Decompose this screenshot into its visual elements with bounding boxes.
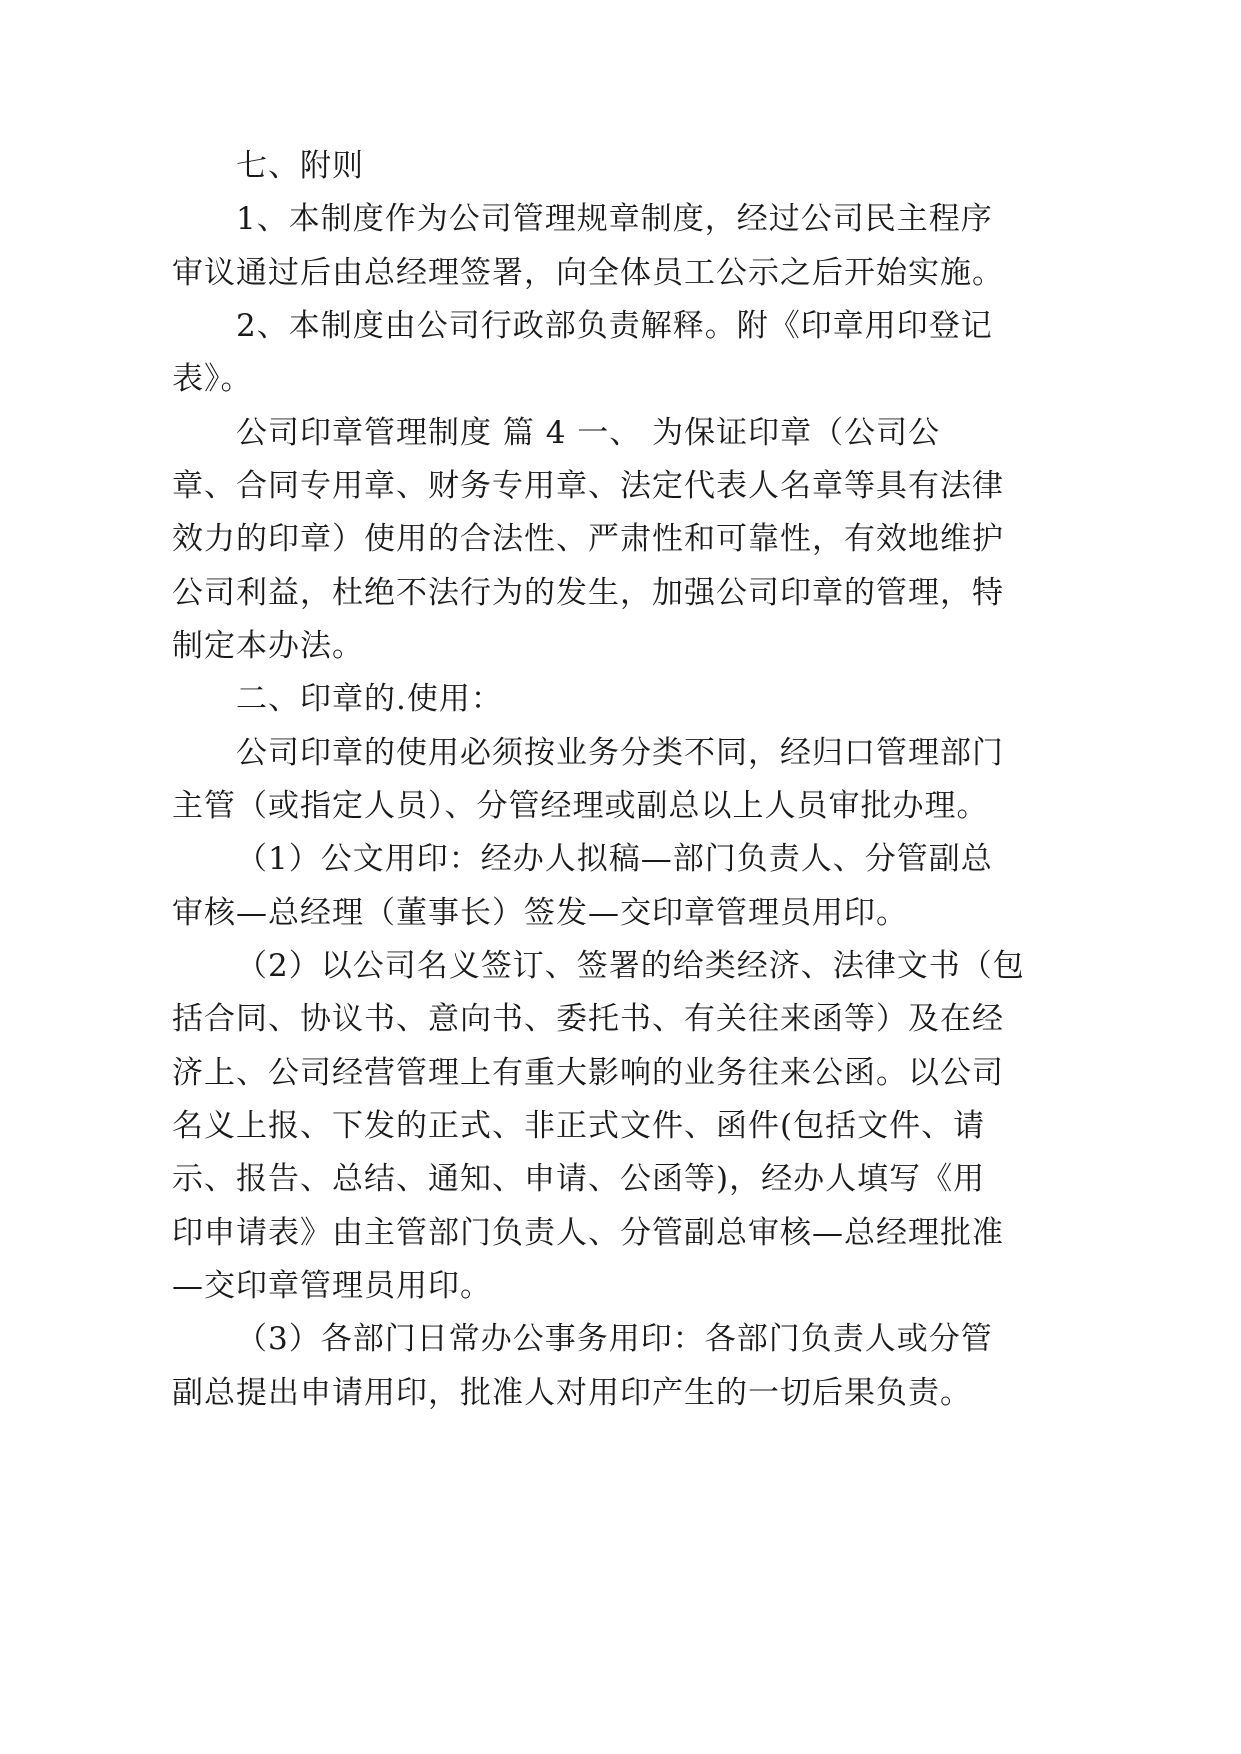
paragraph-line: 公司印章管理制度 篇 4 一、 为保证印章（公司公 bbox=[236, 415, 941, 451]
paragraph-line: 印申请表》由主管部门负责人、分管副总审核—总经理批准 bbox=[172, 1215, 1004, 1251]
paragraph-line: （3）各部门日常办公事务用印：各部门负责人或分管 bbox=[236, 1321, 993, 1357]
paragraph-line: 表》。 bbox=[172, 361, 253, 397]
paragraph-line: 2、本制度由公司行政部负责解释。附《印章用印登记 bbox=[236, 308, 993, 344]
paragraph-line: 济上、公司经营管理上有重大影响的业务往来公函。以公司 bbox=[172, 1055, 1004, 1091]
paragraph-line: 名义上报、下发的正式、非正式文件、函件(包括文件、请 bbox=[172, 1108, 986, 1144]
section-heading-appendix: 七、附则 bbox=[236, 148, 364, 184]
paragraph-line: （1）公文用印：经办人拟稿—部门负责人、分管副总 bbox=[236, 841, 993, 877]
paragraph-line: 示、报告、总结、通知、申请、公函等)，经办人填写《用 bbox=[172, 1161, 986, 1197]
paragraph-line: 主管（或指定人员）、分管经理或副总以上人员审批办理。 bbox=[172, 788, 989, 824]
paragraph-line: 副总提出申请用印，批准人对用印产生的一切后果负责。 bbox=[172, 1375, 972, 1411]
paragraph-line: 效力的印章）使用的合法性、严肃性和可靠性，有效地维护 bbox=[172, 521, 1004, 557]
paragraph-line: 括合同、协议书、意向书、委托书、有关往来函等）及在经 bbox=[172, 1001, 1004, 1037]
paragraph-line: 审议通过后由总经理签署，向全体员工公示之后开始实施。 bbox=[172, 255, 1004, 291]
section-heading-usage: 二、印章的.使用： bbox=[236, 681, 503, 717]
paragraph-line: 1、本制度作为公司管理规章制度，经过公司民主程序 bbox=[236, 201, 993, 237]
paragraph-line: 章、合同专用章、财务专用章、法定代表人名章等具有法律 bbox=[172, 468, 1004, 504]
paragraph-line: —交印章管理员用印。 bbox=[172, 1268, 492, 1304]
paragraph-line: 公司印章的使用必须按业务分类不同，经归口管理部门 bbox=[236, 735, 1004, 771]
paragraph-line: （2）以公司名义签订、签署的给类经济、法律文书（包 bbox=[236, 948, 1025, 984]
paragraph-line: 制定本办法。 bbox=[172, 628, 364, 664]
paragraph-line: 审核—总经理（董事长）签发—交印章管理员用印。 bbox=[172, 895, 908, 931]
paragraph-line: 公司利益，杜绝不法行为的发生，加强公司印章的管理，特 bbox=[172, 575, 1004, 611]
